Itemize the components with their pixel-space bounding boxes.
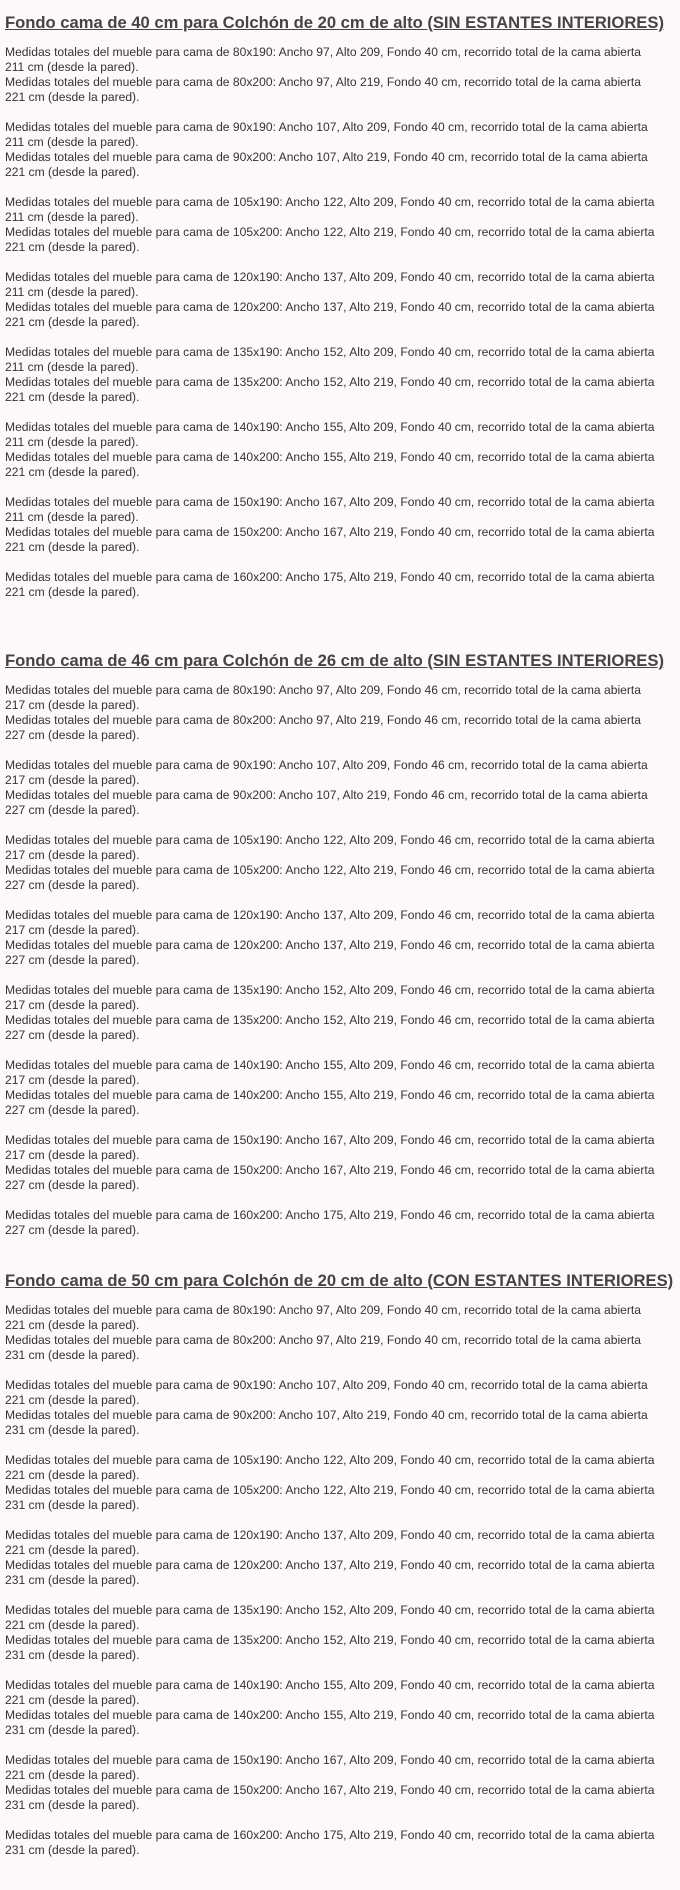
- measurement-item: [5, 713, 675, 743]
- measurement-group: [5, 270, 675, 330]
- measurement-line: Medidas totales del mueble para cama de 150x200: Ancho 167, Alto 219, Fondo 46 cm, recorrido total de la cama abierta: [5, 1163, 655, 1177]
- measurement-line: 217 cm (desde la pared).: [5, 1073, 140, 1087]
- measurement-item: [5, 1408, 675, 1438]
- measurement-group: [5, 345, 675, 405]
- measurement-item: [5, 983, 675, 1013]
- measurement-line: Medidas totales del mueble para cama de 150x200: Ancho 167, Alto 219, Fondo 40 cm, recorrido total de la cama abierta: [5, 525, 655, 539]
- measurement-line: 221 cm (desde la pared).: [5, 1393, 140, 1407]
- measurement-line: 217 cm (desde la pared).: [5, 848, 140, 862]
- measurement-group: [5, 983, 675, 1043]
- measurement-line: Medidas totales del mueble para cama de 90x190: Ancho 107, Alto 209, Fondo 40 cm, recorrido total de la cama abierta: [5, 1378, 648, 1392]
- measurement-line: Medidas totales del mueble para cama de 80x200: Ancho 97, Alto 219, Fondo 46 cm, recorrido total de la cama abierta: [5, 713, 641, 727]
- measurement-item: [5, 1088, 675, 1118]
- measurement-group: [5, 1058, 675, 1118]
- measurement-line: Medidas totales del mueble para cama de 160x200: Ancho 175, Alto 219, Fondo 40 cm, recorrido total de la cama abierta: [5, 1828, 655, 1842]
- measurement-group: [5, 758, 675, 818]
- measurement-group: [5, 495, 675, 555]
- measurement-line: 221 cm (desde la pared).: [5, 1768, 140, 1782]
- measurement-group: [5, 833, 675, 893]
- measurement-item: [5, 1058, 675, 1088]
- measurement-item: [5, 1303, 675, 1333]
- measurement-group: [5, 570, 675, 600]
- measurement-line: 217 cm (desde la pared).: [5, 698, 140, 712]
- measurement-line: 227 cm (desde la pared).: [5, 1103, 140, 1117]
- section-fondo-46: [5, 651, 675, 1253]
- measurement-item: [5, 1528, 675, 1558]
- measurement-line: Medidas totales del mueble para cama de 160x200: Ancho 175, Alto 219, Fondo 40 cm, recorrido total de la cama abierta: [5, 570, 655, 584]
- measurement-line: Medidas totales del mueble para cama de 80x190: Ancho 97, Alto 209, Fondo 46 cm, recorrido total de la cama abierta: [5, 683, 641, 697]
- measurement-line: 221 cm (desde la pared).: [5, 1543, 140, 1557]
- measurement-line: 221 cm (desde la pared).: [5, 1618, 140, 1632]
- section-title: Fondo cama de 40 cm para Colchón de 20 cm de alto (SIN ESTANTES INTERIORES): [5, 13, 664, 32]
- measurement-line: 227 cm (desde la pared).: [5, 1028, 140, 1042]
- measurement-group: [5, 1208, 675, 1238]
- measurement-line: 211 cm (desde la pared).: [5, 60, 139, 74]
- measurement-line: 221 cm (desde la pared).: [5, 240, 140, 254]
- measurement-line: Medidas totales del mueble para cama de 120x190: Ancho 137, Alto 209, Fondo 40 cm, recorrido total de la cama abierta: [5, 1528, 655, 1542]
- measurement-line: Medidas totales del mueble para cama de 105x200: Ancho 122, Alto 219, Fondo 40 cm, recorrido total de la cama abierta: [5, 225, 655, 239]
- measurement-line: 217 cm (desde la pared).: [5, 1148, 140, 1162]
- measurement-group: [5, 1133, 675, 1193]
- measurement-line: Medidas totales del mueble para cama de 135x200: Ancho 152, Alto 219, Fondo 40 cm, recorrido total de la cama abierta: [5, 1633, 655, 1647]
- measurement-item: [5, 788, 675, 818]
- measurement-group: [5, 420, 675, 480]
- measurement-line: 227 cm (desde la pared).: [5, 953, 140, 967]
- measurement-item: [5, 420, 675, 450]
- measurement-line: 227 cm (desde la pared).: [5, 1178, 140, 1192]
- measurement-line: 221 cm (desde la pared).: [5, 315, 140, 329]
- measurement-item: [5, 683, 675, 713]
- measurement-item: [5, 1753, 675, 1783]
- measurement-item: [5, 1163, 675, 1193]
- measurement-line: Medidas totales del mueble para cama de 90x190: Ancho 107, Alto 209, Fondo 46 cm, recorrido total de la cama abierta: [5, 758, 648, 772]
- measurement-line: 217 cm (desde la pared).: [5, 773, 140, 787]
- measurement-line: 221 cm (desde la pared).: [5, 390, 140, 404]
- measurements-list: [5, 45, 675, 600]
- measurement-line: 231 cm (desde la pared).: [5, 1723, 140, 1737]
- measurement-line: Medidas totales del mueble para cama de 135x190: Ancho 152, Alto 209, Fondo 46 cm, recorrido total de la cama abierta: [5, 983, 655, 997]
- measurement-line: Medidas totales del mueble para cama de 80x190: Ancho 97, Alto 209, Fondo 40 cm, recorrido total de la cama abierta: [5, 45, 641, 59]
- measurement-line: Medidas totales del mueble para cama de 135x200: Ancho 152, Alto 219, Fondo 40 cm, recorrido total de la cama abierta: [5, 375, 655, 389]
- measurement-item: [5, 1828, 675, 1858]
- section-title: Fondo cama de 46 cm para Colchón de 26 cm de alto (SIN ESTANTES INTERIORES): [5, 651, 664, 670]
- measurement-line: Medidas totales del mueble para cama de 150x190: Ancho 167, Alto 209, Fondo 46 cm, recorrido total de la cama abierta: [5, 1133, 655, 1147]
- measurement-item: [5, 1378, 675, 1408]
- measurement-item: [5, 150, 675, 180]
- measurement-item: [5, 758, 675, 788]
- measurement-line: Medidas totales del mueble para cama de 140x190: Ancho 155, Alto 209, Fondo 46 cm, recorrido total de la cama abierta: [5, 1058, 655, 1072]
- measurement-line: 227 cm (desde la pared).: [5, 1223, 140, 1237]
- measurement-line: 211 cm (desde la pared).: [5, 210, 139, 224]
- measurement-line: Medidas totales del mueble para cama de 90x200: Ancho 107, Alto 219, Fondo 40 cm, recorrido total de la cama abierta: [5, 150, 648, 164]
- measurement-line: 217 cm (desde la pared).: [5, 998, 140, 1012]
- measurement-line: Medidas totales del mueble para cama de 135x190: Ancho 152, Alto 209, Fondo 40 cm, recorrido total de la cama abierta: [5, 345, 655, 359]
- measurement-item: [5, 1133, 675, 1163]
- measurement-group: [5, 120, 675, 180]
- measurement-line: 217 cm (desde la pared).: [5, 923, 140, 937]
- measurement-line: 227 cm (desde la pared).: [5, 803, 140, 817]
- measurement-item: [5, 450, 675, 480]
- section-fondo-40: [5, 13, 675, 615]
- measurement-group: [5, 195, 675, 255]
- measurement-line: Medidas totales del mueble para cama de 140x190: Ancho 155, Alto 209, Fondo 40 cm, recorrido total de la cama abierta: [5, 420, 655, 434]
- measurement-item: [5, 1013, 675, 1043]
- measurement-line: Medidas totales del mueble para cama de 140x190: Ancho 155, Alto 209, Fondo 40 cm, recorrido total de la cama abierta: [5, 1678, 655, 1692]
- measurement-line: Medidas totales del mueble para cama de 140x200: Ancho 155, Alto 219, Fondo 40 cm, recorrido total de la cama abierta: [5, 450, 655, 464]
- measurement-line: Medidas totales del mueble para cama de 135x200: Ancho 152, Alto 219, Fondo 46 cm, recorrido total de la cama abierta: [5, 1013, 655, 1027]
- measurement-line: 211 cm (desde la pared).: [5, 510, 139, 524]
- measurement-line: 231 cm (desde la pared).: [5, 1843, 140, 1857]
- measurement-item: [5, 225, 675, 255]
- measurement-line: 231 cm (desde la pared).: [5, 1798, 140, 1812]
- measurement-line: Medidas totales del mueble para cama de 120x200: Ancho 137, Alto 219, Fondo 46 cm, recorrido total de la cama abierta: [5, 938, 655, 952]
- measurement-item: [5, 908, 675, 938]
- section-title: Fondo cama de 50 cm para Colchón de 20 cm de alto (CON ESTANTES INTERIORES): [5, 1271, 674, 1290]
- measurement-group: [5, 45, 675, 105]
- measurement-item: [5, 1453, 675, 1483]
- measurement-line: Medidas totales del mueble para cama de 105x200: Ancho 122, Alto 219, Fondo 40 cm, recorrido total de la cama abierta: [5, 1483, 655, 1497]
- measurement-item: [5, 195, 675, 225]
- measurement-item: [5, 1603, 675, 1633]
- measurement-line: 221 cm (desde la pared).: [5, 1468, 140, 1482]
- measurement-group: [5, 1603, 675, 1663]
- measurement-line: 231 cm (desde la pared).: [5, 1423, 140, 1437]
- measurements-list: [5, 683, 675, 1238]
- measurement-line: 231 cm (desde la pared).: [5, 1498, 140, 1512]
- measurement-item: [5, 1483, 675, 1513]
- measurement-line: 231 cm (desde la pared).: [5, 1648, 140, 1662]
- measurement-line: Medidas totales del mueble para cama de 120x190: Ancho 137, Alto 209, Fondo 46 cm, recorrido total de la cama abierta: [5, 908, 655, 922]
- measurement-item: [5, 863, 675, 893]
- measurement-line: 227 cm (desde la pared).: [5, 878, 140, 892]
- measurement-item: [5, 570, 675, 600]
- measurement-line: 221 cm (desde la pared).: [5, 1318, 140, 1332]
- measurement-item: [5, 1633, 675, 1663]
- measurement-item: [5, 495, 675, 525]
- measurement-line: 211 cm (desde la pared).: [5, 135, 139, 149]
- measurement-group: [5, 1378, 675, 1438]
- measurement-item: [5, 345, 675, 375]
- measurement-line: 211 cm (desde la pared).: [5, 285, 139, 299]
- measurement-line: 221 cm (desde la pared).: [5, 1693, 140, 1707]
- measurement-item: [5, 1708, 675, 1738]
- measurement-group: [5, 1303, 675, 1363]
- measurement-line: 231 cm (desde la pared).: [5, 1573, 140, 1587]
- measurement-item: [5, 120, 675, 150]
- measurement-group: [5, 908, 675, 968]
- measurement-line: Medidas totales del mueble para cama de 80x190: Ancho 97, Alto 209, Fondo 40 cm, recorrido total de la cama abierta: [5, 1303, 641, 1317]
- measurement-line: 231 cm (desde la pared).: [5, 1348, 140, 1362]
- measurement-line: 227 cm (desde la pared).: [5, 728, 140, 742]
- measurement-line: Medidas totales del mueble para cama de 120x200: Ancho 137, Alto 219, Fondo 40 cm, recorrido total de la cama abierta: [5, 1558, 655, 1572]
- measurement-line: 221 cm (desde la pared).: [5, 465, 140, 479]
- measurement-line: Medidas totales del mueble para cama de 105x190: Ancho 122, Alto 209, Fondo 46 cm, recorrido total de la cama abierta: [5, 833, 655, 847]
- measurements-list: [5, 1303, 675, 1858]
- measurement-line: Medidas totales del mueble para cama de 150x200: Ancho 167, Alto 219, Fondo 40 cm, recorrido total de la cama abierta: [5, 1783, 655, 1797]
- measurement-line: Medidas totales del mueble para cama de 80x200: Ancho 97, Alto 219, Fondo 40 cm, recorrido total de la cama abierta: [5, 75, 641, 89]
- measurement-item: [5, 1678, 675, 1708]
- measurement-line: 211 cm (desde la pared).: [5, 360, 139, 374]
- measurement-line: Medidas totales del mueble para cama de 135x190: Ancho 152, Alto 209, Fondo 40 cm, recorrido total de la cama abierta: [5, 1603, 655, 1617]
- measurement-line: Medidas totales del mueble para cama de 90x190: Ancho 107, Alto 209, Fondo 40 cm, recorrido total de la cama abierta: [5, 120, 648, 134]
- measurement-line: 211 cm (desde la pared).: [5, 435, 139, 449]
- measurement-line: Medidas totales del mueble para cama de 140x200: Ancho 155, Alto 219, Fondo 40 cm, recorrido total de la cama abierta: [5, 1708, 655, 1722]
- measurement-item: [5, 45, 675, 75]
- measurement-line: 221 cm (desde la pared).: [5, 90, 140, 104]
- measurement-item: [5, 1333, 675, 1363]
- measurement-line: Medidas totales del mueble para cama de 105x190: Ancho 122, Alto 209, Fondo 40 cm, recorrido total de la cama abierta: [5, 195, 655, 209]
- measurement-line: Medidas totales del mueble para cama de 160x200: Ancho 175, Alto 219, Fondo 46 cm, recorrido total de la cama abierta: [5, 1208, 655, 1222]
- measurement-item: [5, 375, 675, 405]
- measurement-item: [5, 1783, 675, 1813]
- measurement-group: [5, 1453, 675, 1513]
- measurement-item: [5, 1208, 675, 1238]
- measurement-line: Medidas totales del mueble para cama de 120x190: Ancho 137, Alto 209, Fondo 40 cm, recorrido total de la cama abierta: [5, 270, 655, 284]
- measurement-line: Medidas totales del mueble para cama de 105x190: Ancho 122, Alto 209, Fondo 40 cm, recorrido total de la cama abierta: [5, 1453, 655, 1467]
- measurement-group: [5, 1678, 675, 1738]
- measurement-item: [5, 525, 675, 555]
- measurement-group: [5, 1828, 675, 1858]
- measurement-line: Medidas totales del mueble para cama de 150x190: Ancho 167, Alto 209, Fondo 40 cm, recorrido total de la cama abierta: [5, 495, 655, 509]
- measurement-group: [5, 683, 675, 743]
- measurement-line: Medidas totales del mueble para cama de 140x200: Ancho 155, Alto 219, Fondo 46 cm, recorrido total de la cama abierta: [5, 1088, 655, 1102]
- measurement-line: 221 cm (desde la pared).: [5, 165, 140, 179]
- measurement-item: [5, 938, 675, 968]
- measurement-line: Medidas totales del mueble para cama de 90x200: Ancho 107, Alto 219, Fondo 46 cm, recorrido total de la cama abierta: [5, 788, 648, 802]
- measurement-item: [5, 1558, 675, 1588]
- measurement-item: [5, 270, 675, 300]
- measurement-item: [5, 833, 675, 863]
- measurement-group: [5, 1753, 675, 1813]
- measurement-item: [5, 75, 675, 105]
- measurement-line: Medidas totales del mueble para cama de 90x200: Ancho 107, Alto 219, Fondo 40 cm, recorrido total de la cama abierta: [5, 1408, 648, 1422]
- measurement-line: Medidas totales del mueble para cama de 105x200: Ancho 122, Alto 219, Fondo 46 cm, recorrido total de la cama abierta: [5, 863, 655, 877]
- measurement-group: [5, 1528, 675, 1588]
- measurement-line: 221 cm (desde la pared).: [5, 540, 140, 554]
- measurement-line: Medidas totales del mueble para cama de 80x200: Ancho 97, Alto 219, Fondo 40 cm, recorrido total de la cama abierta: [5, 1333, 641, 1347]
- measurement-line: Medidas totales del mueble para cama de 150x190: Ancho 167, Alto 209, Fondo 40 cm, recorrido total de la cama abierta: [5, 1753, 655, 1767]
- measurement-item: [5, 300, 675, 330]
- measurement-line: 221 cm (desde la pared).: [5, 585, 140, 599]
- section-fondo-50: [5, 1271, 675, 1873]
- measurement-line: Medidas totales del mueble para cama de 120x200: Ancho 137, Alto 219, Fondo 40 cm, recorrido total de la cama abierta: [5, 300, 655, 314]
